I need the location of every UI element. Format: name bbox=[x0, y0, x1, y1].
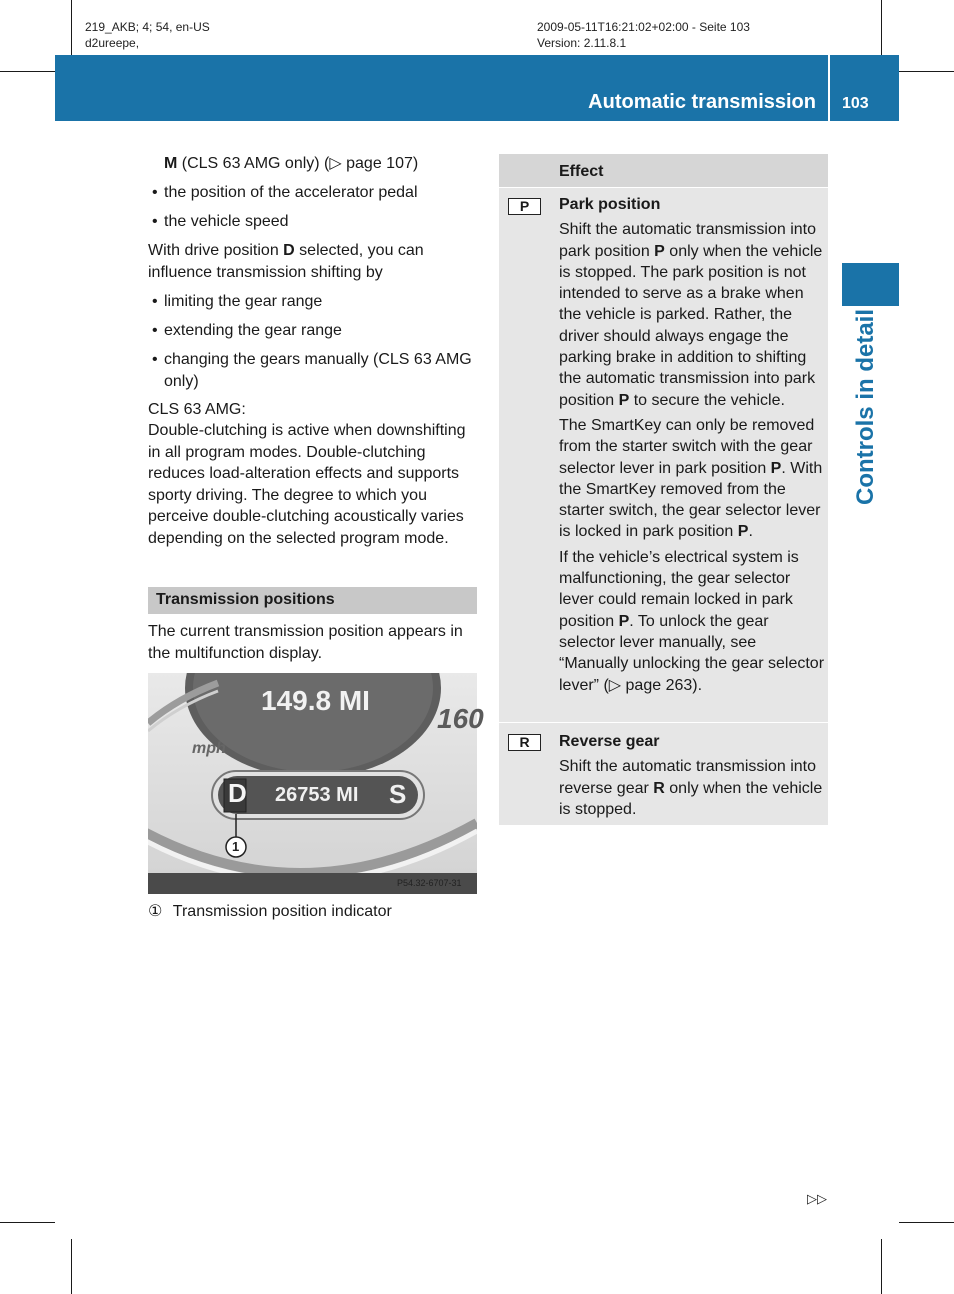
meta-left-line1: 219_AKB; 4; 54, en-US bbox=[85, 20, 210, 34]
image-caption bbox=[148, 901, 392, 921]
reverse-gear-title: Reverse gear bbox=[559, 733, 660, 750]
chapter-title: Automatic transmission bbox=[588, 91, 816, 113]
instrument-cluster-image bbox=[148, 673, 484, 894]
section-paragraph: The current transmission position appears in the multifunction display. bbox=[148, 623, 463, 662]
speedometer-scale-number: 160 bbox=[437, 703, 484, 734]
crop-mark bbox=[0, 71, 55, 72]
list-item-text: limiting the gear range bbox=[164, 293, 323, 310]
side-tab bbox=[842, 263, 899, 306]
section-heading bbox=[148, 587, 477, 614]
table-row-r-content bbox=[559, 731, 825, 820]
odometer-readout: 26753 MI bbox=[275, 784, 359, 806]
header-bar bbox=[55, 55, 828, 121]
paragraph-drive-d: With drive position D selected, you can influence transmission shifting by bbox=[148, 242, 424, 281]
m-description: (CLS 63 AMG only) (▷ page 107) bbox=[177, 155, 419, 172]
list-item: • bbox=[152, 213, 158, 230]
speed-unit: mph bbox=[192, 740, 226, 757]
park-paragraph-3: If the vehicle’s electrical system is malfunctioning, the gear selector lever could remain locked in park position P. To unlock the gear selector lever manually, see “Manually unlocking the gear selector lever” (▷ page 263). bbox=[559, 548, 825, 694]
table-header-symbol-cell bbox=[499, 154, 550, 187]
crop-mark bbox=[899, 1222, 954, 1223]
double-clutching-paragraph: Double-clutching is active when downshifting in all program modes. Double-clutching reduces load-alteration effects and supports sporty driving. The degree to which you perceive double-clutching acoustically varies depending on the selected program mode. bbox=[148, 422, 466, 547]
reverse-gear-symbol: R bbox=[508, 734, 541, 751]
park-position-title: Park position bbox=[559, 196, 661, 213]
transmission-positions-table bbox=[499, 154, 828, 825]
cls-amg-label: CLS 63 AMG: bbox=[148, 401, 246, 418]
print-meta-right bbox=[537, 19, 750, 51]
crop-mark bbox=[881, 0, 882, 55]
crop-mark bbox=[899, 71, 954, 72]
list-item-text: changing the gears manually (CLS 63 AMG only) bbox=[164, 351, 472, 390]
page-number-box bbox=[830, 55, 899, 121]
table-header-effect: Effect bbox=[559, 163, 604, 180]
page-number: 103 bbox=[842, 95, 869, 112]
table-header-effect-cell bbox=[550, 154, 828, 187]
crop-mark bbox=[0, 1222, 55, 1223]
list-item-text: extending the gear range bbox=[164, 322, 342, 339]
park-position-symbol: P bbox=[508, 198, 541, 215]
list-item: • bbox=[152, 293, 158, 310]
print-meta-left bbox=[85, 19, 210, 51]
callout-number: 1 bbox=[232, 839, 240, 854]
gear-d-label: D bbox=[283, 242, 295, 259]
park-paragraph-2: The SmartKey can only be removed from the starter switch with the gear selector lever in park position P. With the SmartKey removed from the starter switch, the gear selector lever is locked in park position P. bbox=[559, 416, 823, 541]
caption-number: ① bbox=[148, 903, 163, 920]
meta-right-line2: Version: 2.11.8.1 bbox=[537, 36, 627, 50]
transmission-position-indicator: D bbox=[228, 778, 247, 808]
m-label: M bbox=[164, 155, 178, 172]
crop-mark bbox=[71, 1239, 72, 1294]
table-row-p-symbol-cell bbox=[499, 188, 550, 722]
side-section-label: Controls in detail bbox=[852, 308, 879, 505]
list-item: • bbox=[152, 351, 158, 368]
meta-left-line2: d2ureepe, bbox=[85, 36, 140, 50]
crop-mark bbox=[881, 1239, 882, 1294]
section-heading-text: Transmission positions bbox=[156, 591, 335, 608]
list-item-text: the position of the accelerator pedal bbox=[164, 184, 418, 201]
speed-readout: 149.8 MI bbox=[261, 685, 370, 716]
caption-text: Transmission position indicator bbox=[172, 903, 392, 920]
list-item-text: the vehicle speed bbox=[164, 213, 289, 230]
drive-program-indicator: S bbox=[389, 779, 407, 809]
table-row-p-content bbox=[559, 194, 825, 696]
drive-program-m bbox=[164, 153, 418, 175]
crop-mark bbox=[71, 0, 72, 55]
meta-right-line1: 2009-05-11T16:21:02+02:00 - Seite 103 bbox=[537, 20, 750, 34]
image-code: P54.32-6707-31 bbox=[397, 878, 462, 888]
continued-marker: ▷▷ bbox=[807, 1191, 827, 1206]
park-paragraph-1: Shift the automatic transmission into park position P only when the vehicle is stopped. The park position is not intended to serve as a brake when the vehicle is parked. Rather, the driver should always engage the parking brake in addition to shifting the automatic transmission into park position P to secure the vehicle. bbox=[559, 221, 823, 409]
reverse-paragraph: Shift the automatic transmission into reverse gear R only when the vehicle is stopped. bbox=[559, 758, 823, 818]
list-item: • bbox=[152, 184, 158, 201]
list-item: • bbox=[152, 322, 158, 339]
